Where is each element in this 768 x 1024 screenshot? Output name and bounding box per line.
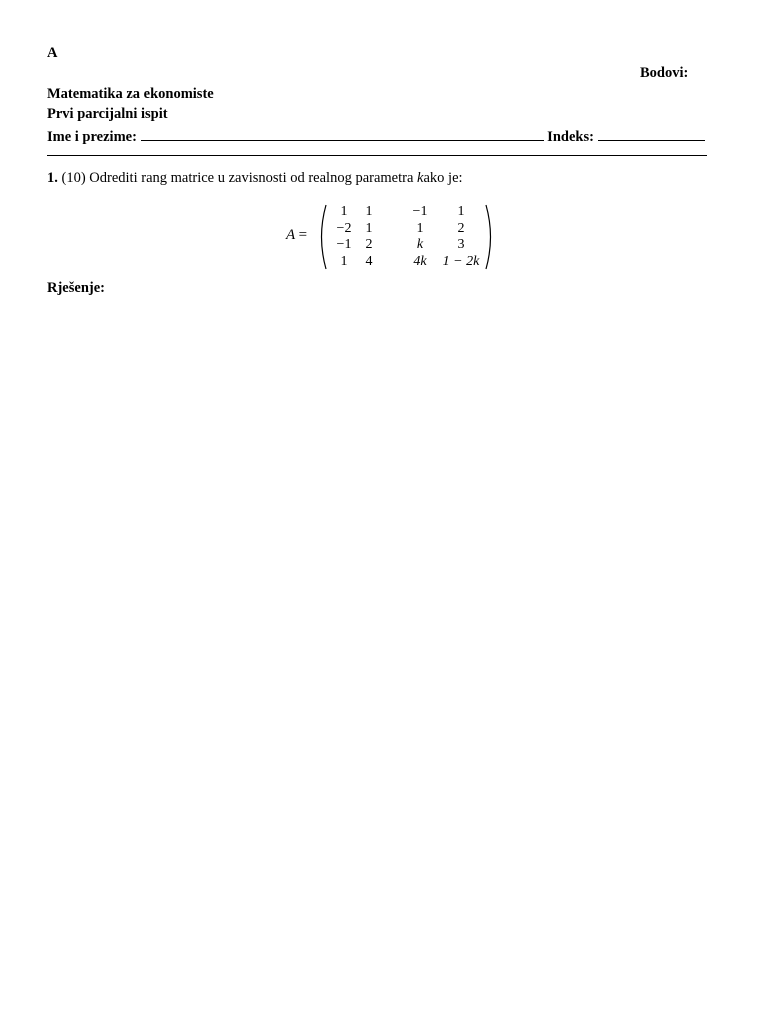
matrix-cell-r1-c1: 1 — [340, 204, 348, 219]
name-field[interactable] — [141, 127, 544, 141]
matrix-cell-r4-c2: 4 — [365, 254, 373, 269]
matrix-symbol: A — [286, 227, 295, 243]
task-1-statement — [47, 170, 463, 187]
matrix-cell-r4-c1: 1 — [340, 254, 348, 269]
matrix-cell-r4-c4: 1 − 2k — [442, 254, 480, 269]
solution-label: Rješenje: — [47, 280, 105, 296]
course-title: Matematika za ekonomiste — [47, 86, 214, 102]
matrix-cell-r2-c3: 1 — [416, 221, 424, 236]
matrix-cell-r2-c1: −2 — [336, 221, 352, 236]
index-label: Indeks: — [547, 129, 594, 145]
name-row — [47, 127, 705, 146]
variant-label: A — [47, 45, 58, 61]
matrix-cell-r3-c2: 2 — [365, 237, 373, 252]
matrix-cell-r2-c2: 1 — [365, 221, 373, 236]
task-text-end: ako je: — [423, 170, 463, 186]
matrix-cell-r4-c3: 4k — [413, 254, 427, 269]
matrix-lhs — [286, 227, 307, 244]
matrix-cell-r2-c4: 2 — [457, 221, 465, 236]
equals-sign: = — [298, 227, 308, 243]
matrix-cell-r3-c4: 3 — [457, 237, 465, 252]
matrix-cell-r1-c3: −1 — [412, 204, 428, 219]
task-points: (10) — [61, 170, 86, 186]
matrix-cell-r1-c2: 1 — [365, 204, 373, 219]
points-label: Bodovi: — [640, 65, 689, 81]
matrix-cell-r3-c3: k — [416, 237, 424, 252]
matrix-cell-r1-c4: 1 — [457, 204, 465, 219]
task-number: 1. — [47, 170, 58, 186]
exam-title: Prvi parcijalni ispit — [47, 106, 168, 122]
task-text: Odrediti rang matrice u zavisnosti od realnog parametra — [89, 170, 414, 186]
matrix-cell-r3-c1: −1 — [336, 237, 352, 252]
header-divider — [47, 155, 707, 156]
name-label: Ime i prezime: — [47, 129, 137, 145]
matrix-A — [286, 203, 501, 271]
right-parenthesis — [484, 203, 496, 271]
task-param: k — [417, 170, 424, 186]
index-field[interactable] — [598, 127, 705, 141]
